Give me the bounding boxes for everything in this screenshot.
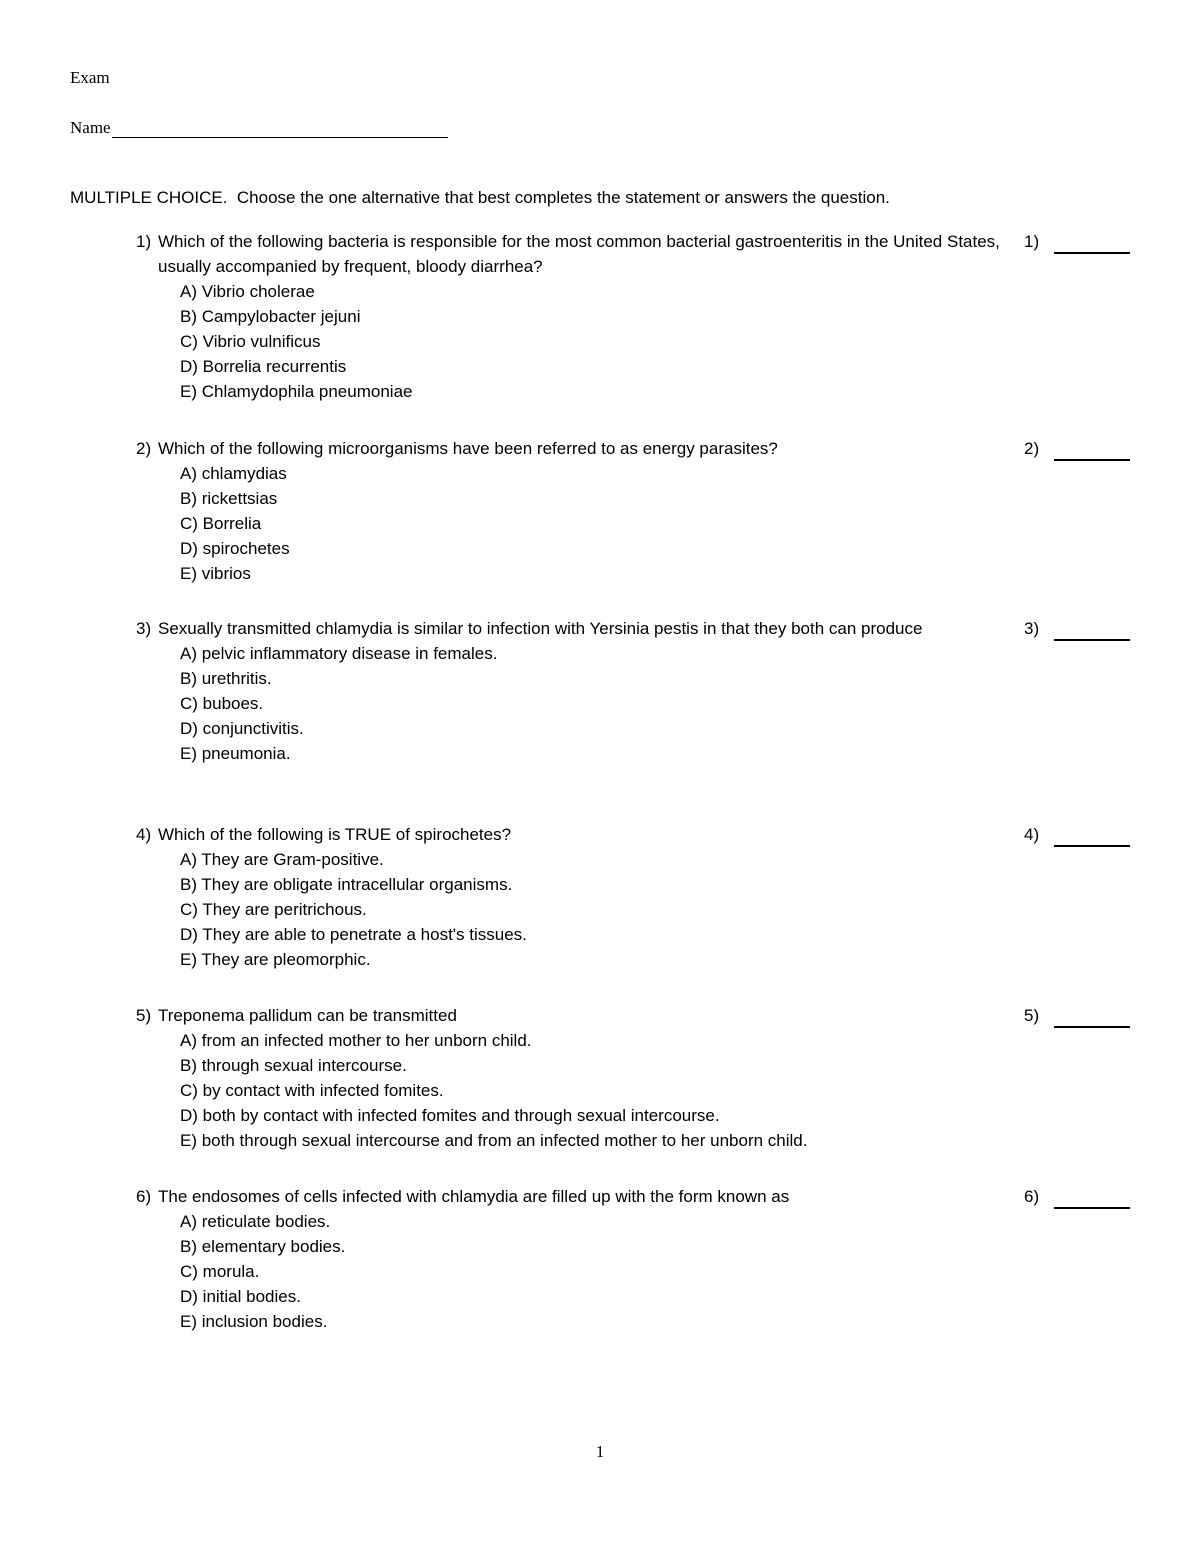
answer-blank-line[interactable] [1054,1189,1130,1209]
answer-blank-line[interactable] [1054,234,1130,254]
answer-options [136,461,1136,586]
option-d[interactable]: D) Borrelia recurrentis [180,357,347,376]
answer-blank-label: 1) [1024,232,1040,251]
section-heading: MULTIPLE CHOICE. [70,188,228,207]
option-e[interactable]: E) Chlamydophila pneumoniae [180,382,413,401]
answer-blank[interactable] [1024,1003,1130,1028]
answer-options [136,279,1136,404]
name-label: Name [70,118,111,137]
option-c[interactable]: C) morula. [180,1262,260,1281]
option-a[interactable]: A) Vibrio cholerae [180,282,315,301]
question-text: Which of the following bacteria is responsible for the most common bacterial gastroenteritis in the United States, usually accompanied by frequent, bloody diarrhea? [158,232,1000,276]
option-b[interactable]: B) elementary bodies. [180,1237,346,1256]
option-b[interactable]: B) urethritis. [180,669,272,688]
section-instruction-text: Choose the one alternative that best completes the statement or answers the question. [236,188,890,207]
answer-blank-line[interactable] [1054,621,1130,641]
option-e[interactable]: E) inclusion bodies. [180,1312,328,1331]
option-e[interactable]: E) vibrios [180,564,251,583]
option-c[interactable]: C) by contact with infected fomites. [180,1081,444,1100]
option-d[interactable]: D) spirochetes [180,539,290,558]
question-5 [136,1003,1136,1153]
question-2 [136,436,1136,586]
question-number: 2) [136,439,152,458]
option-b[interactable]: B) through sexual intercourse. [180,1056,407,1075]
option-a[interactable]: A) reticulate bodies. [180,1212,331,1231]
answer-options [136,1209,1136,1334]
option-c[interactable]: C) Vibrio vulnificus [180,332,321,351]
answer-blank-line[interactable] [1054,827,1130,847]
answer-options [136,1028,1136,1153]
option-d[interactable]: D) both by contact with infected fomites and through sexual intercourse. [180,1106,720,1125]
question-number: 6) [136,1187,152,1206]
answer-blank-label: 4) [1024,825,1040,844]
answer-blank[interactable] [1024,822,1130,847]
answer-blank-label: 5) [1024,1006,1040,1025]
answer-blank[interactable] [1024,229,1130,254]
option-c[interactable]: C) Borrelia [180,514,262,533]
question-3 [136,616,1136,766]
option-e[interactable]: E) both through sexual intercourse and from an infected mother to her unborn child. [180,1131,808,1150]
answer-options [136,641,1136,766]
answer-blank-label: 2) [1024,439,1040,458]
question-number: 4) [136,825,152,844]
option-a[interactable]: A) pelvic inflammatory disease in females. [180,644,498,663]
option-b[interactable]: B) Campylobacter jejuni [180,307,361,326]
name-blank-line[interactable] [112,121,448,138]
option-d[interactable]: D) initial bodies. [180,1287,301,1306]
option-e[interactable]: E) pneumonia. [180,744,291,763]
answer-options [136,847,1136,972]
question-number: 3) [136,619,152,638]
answer-blank-label: 6) [1024,1187,1040,1206]
question-text: Sexually transmitted chlamydia is similar to infection with Yersinia pestis in that they both can produce [158,619,923,638]
page-number: 1 [595,1442,605,1461]
option-b[interactable]: B) rickettsias [180,489,278,508]
question-4 [136,822,1136,972]
question-number: 1) [136,232,152,251]
name-field[interactable] [70,118,448,138]
option-d[interactable]: D) They are able to penetrate a host's tissues. [180,925,527,944]
option-a[interactable]: A) chlamydias [180,464,287,483]
question-text: The endosomes of cells infected with chlamydia are filled up with the form known as [158,1187,790,1206]
answer-blank-label: 3) [1024,619,1040,638]
answer-blank[interactable] [1024,1184,1130,1209]
question-number: 5) [136,1006,152,1025]
answer-blank-line[interactable] [1054,1008,1130,1028]
option-c[interactable]: C) They are peritrichous. [180,900,367,919]
option-a[interactable]: A) from an infected mother to her unborn child. [180,1031,532,1050]
answer-blank[interactable] [1024,616,1130,641]
option-c[interactable]: C) buboes. [180,694,264,713]
section-instructions [70,188,890,208]
question-1 [136,229,1136,404]
question-text: Treponema pallidum can be transmitted [158,1006,457,1025]
question-6 [136,1184,1136,1334]
option-e[interactable]: E) They are pleomorphic. [180,950,371,969]
question-text: Which of the following microorganisms have been referred to as energy parasites? [158,439,778,458]
exam-title: Exam [70,68,110,87]
question-text: Which of the following is TRUE of spirochetes? [158,825,512,844]
answer-blank[interactable] [1024,436,1130,461]
option-b[interactable]: B) They are obligate intracellular organisms. [180,875,513,894]
answer-blank-line[interactable] [1054,441,1130,461]
option-d[interactable]: D) conjunctivitis. [180,719,304,738]
option-a[interactable]: A) They are Gram-positive. [180,850,384,869]
